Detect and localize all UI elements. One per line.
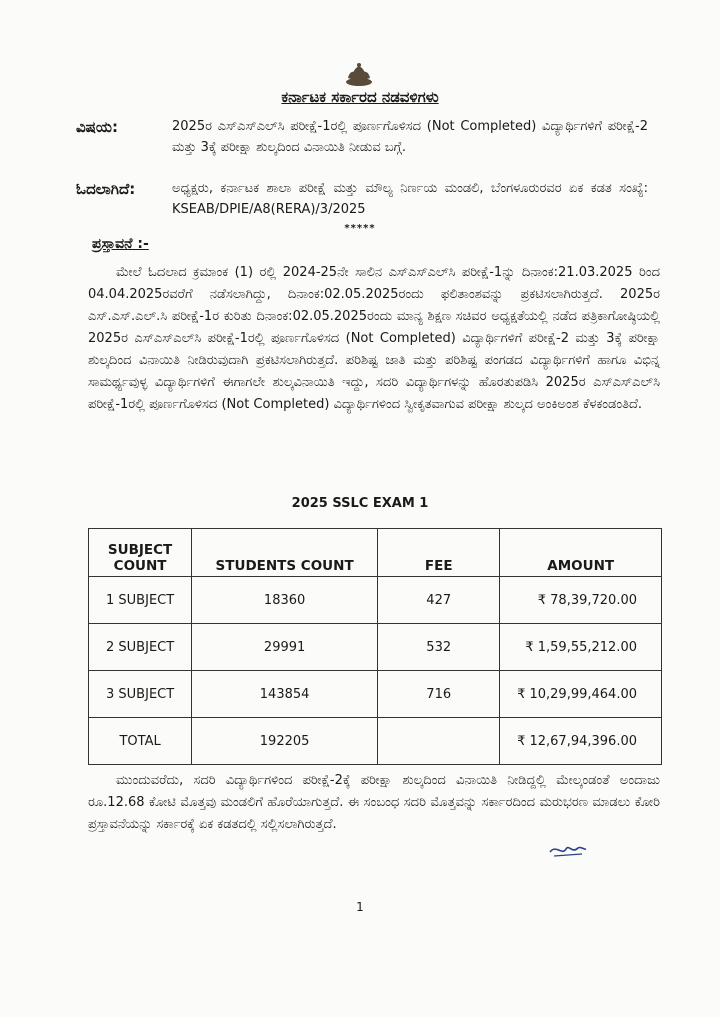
header-fee: FEE <box>378 529 500 577</box>
cell-amount: ₹ 10,29,99,464.00 <box>500 671 662 718</box>
signature-icon <box>548 840 588 860</box>
cell-total-amount: ₹ 12,67,94,396.00 <box>500 718 662 765</box>
preamble-heading: ಪ್ರಸ್ತಾವನೆ :- <box>92 236 149 252</box>
table-row <box>89 671 662 718</box>
cell-fee: 532 <box>378 624 500 671</box>
karnataka-emblem-icon <box>343 62 375 88</box>
separator: ***** <box>344 223 376 234</box>
reference-text: ಅಧ್ಯಕ್ಷರು, ಕರ್ನಾಟಕ ಶಾಲಾ ಪರೀಕ್ಷೆ ಮತ್ತು ಮೌಲ್ಯ ನಿರ್ಣಯ ಮಂಡಲಿ, ಬೆಂಗಳೂರುರವರ ಏಕ ಕಡತ ಸಂಖ್ಯೆ: KSEAB/DPIE/A8(RERA)/3/2025 <box>172 181 648 217</box>
reference-label: ಓದಲಾಗಿದೆ: <box>76 180 136 198</box>
header-students-count: STUDENTS COUNT <box>192 529 378 577</box>
subject-text: 2025ರ ಎಸ್ಎಸ್ಎಲ್‌ಸಿ ಪರೀಕ್ಷೆ-1ರಲ್ಲಿ ಪೂರ್ಣಗೊಳಿಸದ (Not Completed) ವಿದ್ಯಾರ್ಥಿಗಳಿಗೆ ಪರೀಕ್ಷೆ-2 ಮತ್ತು 3ಕ್ಕೆ ಪರೀಕ್ಷಾ ಶುಲ್ಕದಿಂದ ವಿನಾಯಿತಿ ನೀಡುವ ಬಗ್ಗೆ. <box>172 119 648 155</box>
cell-total-students: 192205 <box>192 718 378 765</box>
table-row <box>89 577 662 624</box>
cell-fee: 427 <box>378 577 500 624</box>
cell-total-label: TOTAL <box>89 718 192 765</box>
table-row <box>89 624 662 671</box>
table-title: 2025 SSLC EXAM 1 <box>291 496 429 511</box>
cell-amount: ₹ 1,59,55,212.00 <box>500 624 662 671</box>
fee-table <box>88 528 662 765</box>
header-subject-count: SUBJECT COUNT <box>89 529 192 577</box>
page-number: 1 <box>356 900 364 914</box>
subject-label: ವಿಷಯ: <box>76 118 118 136</box>
cell-total-fee <box>378 718 500 765</box>
cell-students-count: 143854 <box>192 671 378 718</box>
cell-subject-count: 1 SUBJECT <box>89 577 192 624</box>
cell-amount: ₹ 78,39,720.00 <box>500 577 662 624</box>
cell-subject-count: 2 SUBJECT <box>89 624 192 671</box>
cell-fee: 716 <box>378 671 500 718</box>
cell-students-count: 29991 <box>192 624 378 671</box>
table-header-row <box>89 529 662 577</box>
preamble-paragraph: ಮೇಲೆ ಓದಲಾದ ಕ್ರಮಾಂಕ (1) ರಲ್ಲಿ 2024-25ನೇ ಸಾಲಿನ ಎಸ್ಎಸ್ಎಲ್‌ಸಿ ಪರೀಕ್ಷೆ-1ನ್ನು ದಿನಾಂಕ:21.03.2025 ರಿಂದ 04.04.2025ರವರೆಗೆ ನಡೆಸಲಾಗಿದ್ದು, ದಿನಾಂಕ:02.05.2025ರಂದು ಫಲಿತಾಂಶವನ್ನು ಪ್ರಕಟಿಸಲಾಗಿರುತ್ತದೆ. 2025ರ ಎಸ್.ಎಸ್.ಎಲ್.ಸಿ ಪರೀಕ್ಷೆ-1ರ ಕುರಿತು ದಿನಾಂಕ:02.05.2025ರಂದು ಮಾನ್ಯ ಶಿಕ್ಷಣ ಸಚಿವರ ಅಧ್ಯಕ್ಷತೆಯಲ್ಲಿ ನಡೆದ ಪತ್ರಿಕಾಗೋಷ್ಠಿಯಲ್ಲಿ 2025ರ ಎಸ್ಎಸ್ಎಲ್‌ಸಿ ಪರೀಕ್ಷೆ-1ರಲ್ಲಿ ಪೂರ್ಣಗೊಳಿಸದ (Not Completed) ವಿದ್ಯಾರ್ಥಿಗಳಿಗೆ ಪರೀಕ್ಷೆ-2 ಮತ್ತು 3ಕ್ಕೆ ಪರೀಕ್ಷಾ ಶುಲ್ಕದಿಂದ ವಿನಾಯಿತಿ ನೀಡಿರುವುದಾಗಿ ಪ್ರಕಟಿಸಲಾಗಿರುತ್ತದೆ. ಪರಿಶಿಷ್ಟ ಜಾತಿ ಮತ್ತು ಪರಿಶಿಷ್ಟ ಪಂಗಡದ ವಿದ್ಯಾರ್ಥಿಗಳಿಗೆ ಹಾಗೂ ವಿಭಿನ್ನ ಸಾಮರ್ಥ್ಯವುಳ್ಳ ವಿದ್ಯಾರ್ಥಿಗಳಿಗೆ ಈಗಾಗಲೇ ಶುಲ್ಕವಿನಾಯಿತಿ ಇದ್ದು, ಸದರಿ ವಿದ್ಯಾರ್ಥಿಗಳನ್ನು ಹೊರತುಪಡಿಸಿ 2025ರ ಎಸ್ಎಸ್ಎಲ್‌ಸಿ ಪರೀಕ್ಷೆ-1ರಲ್ಲಿ ಪೂರ್ಣಗೊಳಿಸದ (Not Completed) ವಿದ್ಯಾರ್ಥಿಗಳಿಂದ ಸ್ವೀಕೃತವಾಗುವ ಪರೀಕ್ಷಾ ಶುಲ್ಕದ ಅಂಕಿಅಂಶ ಕೆಳಕಂಡಂತಿದೆ. <box>88 265 660 412</box>
cell-students-count: 18360 <box>192 577 378 624</box>
cell-subject-count: 3 SUBJECT <box>89 671 192 718</box>
header-amount: AMOUNT <box>500 529 662 577</box>
table-total-row <box>89 718 662 765</box>
conclusion-paragraph: ಮುಂದುವರೆದು, ಸದರಿ ವಿದ್ಯಾರ್ಥಿಗಳಿಂದ ಪರೀಕ್ಷೆ-2ಕ್ಕೆ ಪರೀಕ್ಷಾ ಶುಲ್ಕದಿಂದ ವಿನಾಯಿತಿ ನೀಡಿದ್ದಲ್ಲಿ ಮೇಲ್ಕಂಡಂತೆ ಅಂದಾಜು ರೂ.12.68 ಕೋಟಿ ಮೊತ್ತವು ಮಂಡಲಿಗೆ ಹೊರೆಯಾಗುತ್ತದೆ. ಈ ಸಂಬಂಧ ಸದರಿ ಮೊತ್ತವನ್ನು ಸರ್ಕಾರದಿಂದ ಮರುಭರಣ ಮಾಡಲು ಕೋರಿ ಪ್ರಸ್ತಾವನೆಯನ್ನು ಸರ್ಕಾರಕ್ಕೆ ಏಕ ಕಡತದಲ್ಲಿ ಸಲ್ಲಿಸಲಾಗಿರುತ್ತದೆ. <box>88 773 660 832</box>
document-title: ಕರ್ನಾಟಕ ಸರ್ಕಾರದ ನಡವಳಿಗಳು <box>281 88 439 106</box>
